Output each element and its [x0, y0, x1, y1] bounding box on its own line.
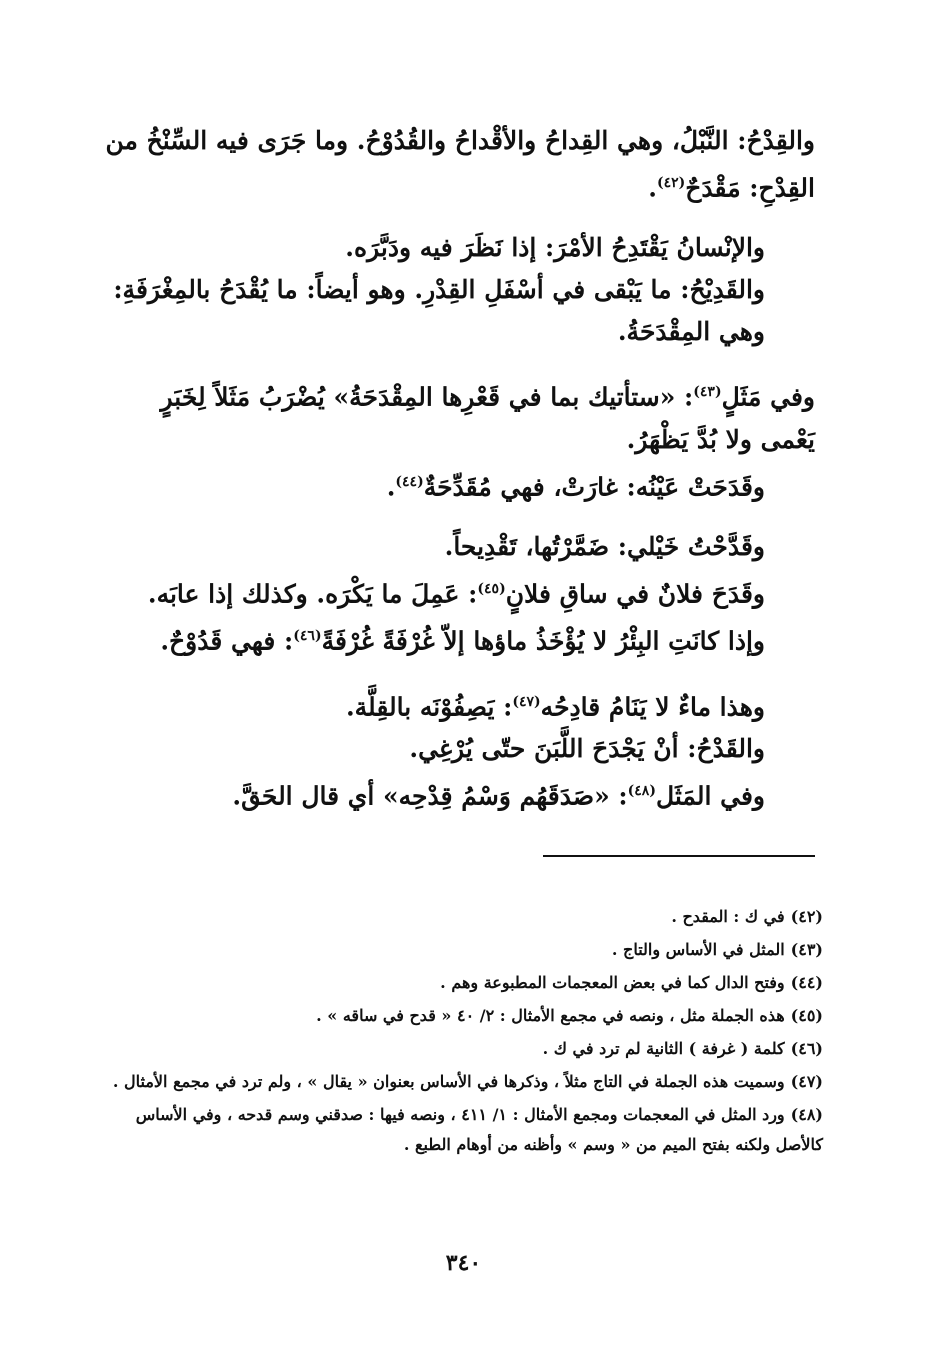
footnote-number: (٤٧): [790, 1072, 823, 1091]
footnote-ref-42: (٤٢): [657, 175, 686, 191]
footnote-text: في ك : المقدح .: [671, 907, 785, 926]
footnote-text: وسميت هذه الجملة في التاج مثلاً ، وذكرها في الأساس بعنوان « يقال » ، ولم ترد في مجمع الأمثال .: [112, 1072, 785, 1091]
page-number: ٣٤٠: [445, 1250, 482, 1276]
paragraph-6: [103, 526, 815, 568]
paragraph-tail: : يَصِفُوْنَه بالقِلَّة.: [345, 691, 513, 721]
paragraph-10: [103, 728, 815, 770]
footnote: [103, 1001, 823, 1031]
footnote: [103, 1067, 823, 1097]
paragraph-11: [103, 770, 815, 817]
footnote: [103, 968, 823, 998]
footnote-text: المثل في الأساس والتاج .: [611, 940, 785, 959]
paragraph-tail: .: [648, 173, 657, 203]
main-text: [103, 120, 815, 817]
footnote: [103, 902, 823, 932]
paragraph-8: [103, 615, 815, 662]
paragraph-tail: : «ستأتيك بما في قَعْرِها المِقْدَحَةُ» يُضْرَبُ مَثَلاً لِخَبَرٍ يَعْمى ولا بُدَّ يَظْهَرُ.: [160, 382, 815, 454]
paragraph-4: [103, 371, 815, 460]
footnote-number: (٤٣): [790, 940, 823, 959]
footnote-number: (٤٢): [790, 907, 823, 926]
footnote-ref-44: (٤٤): [395, 473, 424, 490]
paragraph-text: والقَدْحُ: أنْ يَجْدَحَ اللَّبَنَ حتّى يُرْغِي.: [409, 733, 765, 763]
paragraph-text: وإذا كانَتِ البِئْرُ لا يُؤْخَذُ ماؤها إلاّ غُرْفَةً غُرْفَةً: [321, 626, 765, 656]
footnote-ref-43: (٤٣): [693, 384, 722, 401]
footnote-text: هذه الجملة مثل ، ونصه في مجمع الأمثال : ٢/ ٤٠ « قدح في ساقه » .: [316, 1006, 785, 1025]
footnote-ref-47: (٤٧): [512, 693, 541, 710]
paragraph-tail: : فهي قَدُوْحٌ.: [160, 626, 294, 656]
footnote-ref-45: (٤٥): [477, 580, 506, 597]
paragraph-tail: : «صَدَقَهُم وَسْمُ قِدْحِه» أي قال الحَقَّ.: [232, 781, 628, 811]
paragraph-text: وهذا ماءٌ لا يَنَامُ قادِحُه: [540, 691, 765, 721]
paragraph-2: [103, 227, 815, 269]
paragraph-5: [103, 461, 815, 508]
paragraph-1: [103, 120, 815, 209]
paragraph-3: [103, 269, 815, 353]
paragraph-7: [103, 568, 815, 615]
footnote: [103, 935, 823, 965]
paragraph-9: [103, 681, 815, 728]
paragraph-text: وفي مَثَلٍ: [721, 382, 815, 412]
footnote-separator: [543, 855, 815, 857]
footnote-text: ورد المثل في المعجمات ومجمع الأمثال : ١/ ٤١١ ، ونصه فيها : صدقني وسم قدحه ، وفي الأساس كالأصل ولكنه بفتح الميم من « وسم » وأظنه من أوهام الطبع .: [135, 1105, 823, 1154]
paragraph-text: وقَدَّحْتُ خَيْلي: ضَمَّرْتُها، تَقْدِيحاً.: [444, 531, 765, 561]
footnote-text: وفتح الدال كما في بعض المعجمات المطبوعة وهم .: [440, 973, 785, 992]
footnote-number: (٤٨): [790, 1105, 823, 1124]
footnote-number: (٤٤): [790, 973, 823, 992]
paragraph-text: والقِدْحُ: النَّبْلُ، وهي القِداحُ والأقْداحُ والقُدُوْحُ. وما جَرَى فيه السِّنْخُ من القِدْحِ: مَقْدَحٌ: [105, 126, 815, 203]
footnotes: [103, 902, 823, 1163]
paragraph-text: والقَدِيْحُ: ما يَبْقى في أسْفَلِ القِدْرِ. وهو أيضاً: ما يُقْدَحُ بالمِغْرَفَةِ: وهي المِقْدَحَةُ.: [113, 275, 765, 347]
footnote-number: (٤٥): [790, 1006, 823, 1025]
paragraph-tail: : عَمِلَ ما يَكْرَه. وكذلك إذا عابَه.: [147, 579, 478, 609]
footnote: [103, 1100, 823, 1160]
footnote-ref-48: (٤٨): [627, 782, 656, 799]
footnote-ref-46: (٤٦): [293, 628, 322, 645]
paragraph-text: وقَدَحَتْ عَيْنُه: غارَتْ، فهي مُقَدِّحَةٌ: [423, 471, 765, 501]
paragraph-text: وقَدَحَ فلانٌ في ساقِ فلانٍ: [505, 579, 765, 609]
paragraph-text: وفي المَثَل: [655, 781, 765, 811]
paragraph-text: والإنْسانُ يَقْتَدِحُ الأمْرَ: إذا نَظَرَ فيه ودَبَّرَه.: [345, 233, 765, 263]
footnote-text: كلمة ( غرفة ) الثانية لم ترد في ك .: [542, 1039, 785, 1058]
footnote-number: (٤٦): [790, 1039, 823, 1058]
paragraph-tail: .: [386, 471, 396, 501]
footnote: [103, 1034, 823, 1064]
